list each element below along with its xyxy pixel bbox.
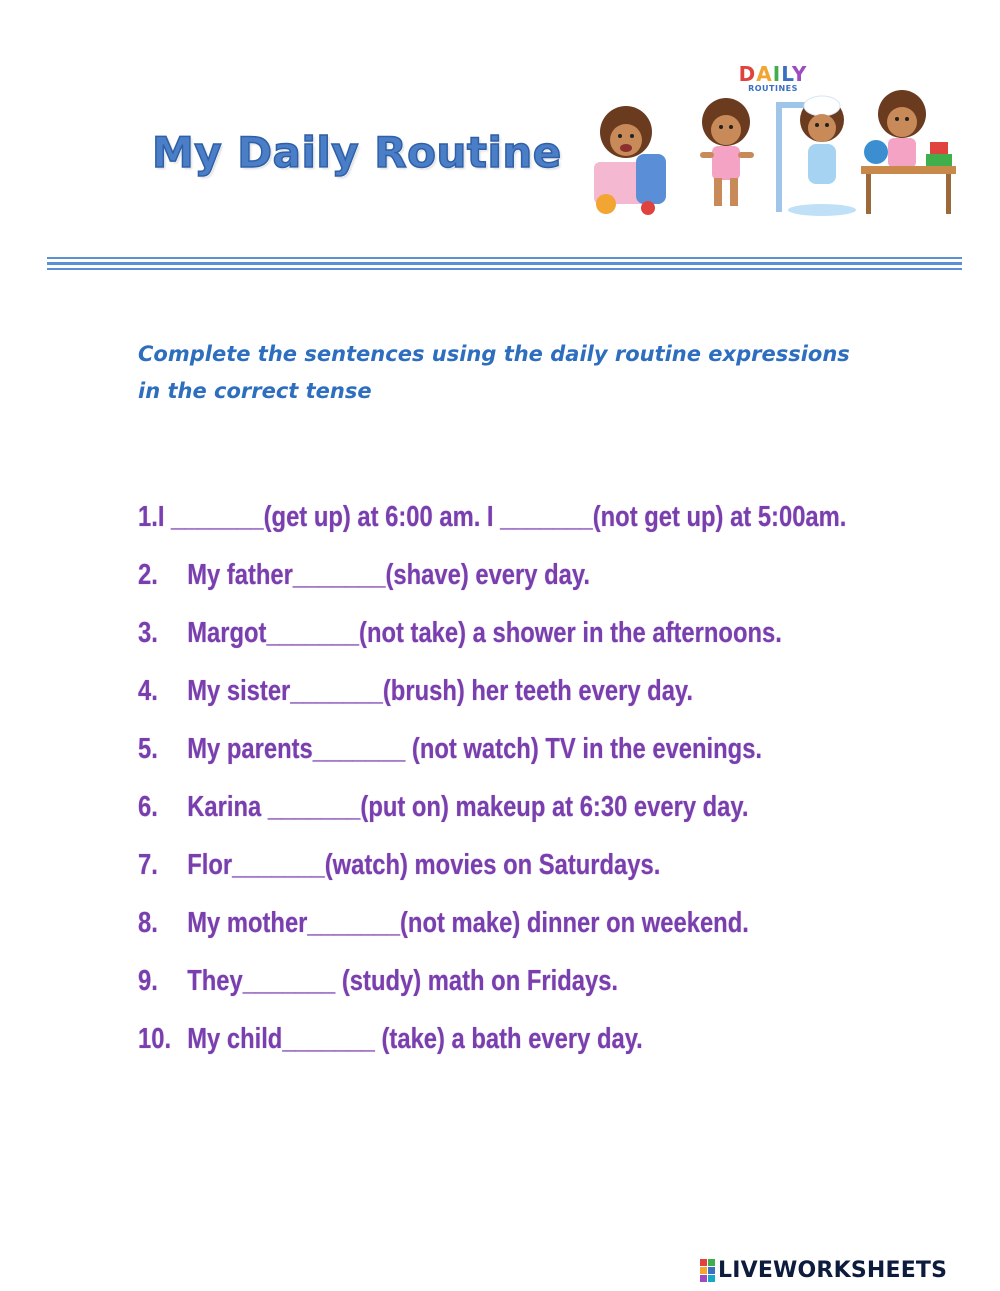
kids-routine-illustration [586,62,961,222]
item-number: 2. [138,558,158,591]
instructions-line-1: Complete the sentences using the daily routine expressions [138,342,850,366]
item-text: Margot_______(not take) a shower in the afternoons. [187,616,782,649]
item-number: 8. [138,906,158,939]
brand-block [708,1259,715,1266]
item-text: I _______(get up) at 6:00 am. I _______(not get up) at 5:00am. [157,500,847,533]
item-text: My father_______(shave) every day. [187,558,590,591]
page-title: My Daily Routine [152,128,562,177]
brand-block [708,1275,715,1282]
item-number: 1. [138,500,158,533]
item-number: 4. [138,674,158,707]
instructions-line-2: in the correct tense [138,379,372,403]
item-text: My sister_______(brush) her teeth every day. [187,674,693,707]
exercise-item [138,604,794,662]
kid-waking-up-icon [594,106,666,215]
brand-block [708,1267,715,1274]
kid-studying-icon [861,90,956,214]
item-number: 5. [138,732,158,765]
exercise-item [138,488,847,546]
item-text: My mother_______(not make) dinner on weekend. [187,906,749,939]
item-text: They_______ (study) math on Fridays. [187,964,619,997]
item-number: 6. [138,790,158,823]
item-number: 7. [138,848,158,881]
brand-blocks-icon [700,1259,715,1282]
exercise-item [138,894,794,952]
item-number: 9. [138,964,158,997]
exercise-item [138,662,794,720]
item-number: 3. [138,616,158,649]
exercise-item [138,546,794,604]
brand-block [700,1275,707,1282]
exercise-item [138,952,794,1010]
item-text: My parents_______ (not watch) TV in the evenings. [187,732,763,765]
item-text: My child_______ (take) a bath every day. [187,1022,643,1055]
logo-letter: I [772,62,782,86]
item-text: Flor_______(watch) movies on Saturdays. [187,848,661,881]
logo-letter: D [738,62,757,86]
exercise-item [138,720,794,778]
logo-letter: A [756,62,773,86]
instructions [138,336,898,410]
item-text: Karina _______(put on) makeup at 6:30 every day. [187,790,749,823]
logo-letter: Y [791,62,808,86]
kid-getting-dressed-icon [700,98,754,206]
liveworksheets-brand[interactable] [700,1258,947,1282]
logo-subtitle: ROUTINES [748,84,798,93]
header-divider [47,257,962,271]
logo-letter: L [781,62,792,86]
exercise-item [138,836,794,894]
brand-text: LIVEWORKSHEETS [718,1257,948,1283]
brand-block [700,1267,707,1274]
exercise-item [138,778,794,836]
exercise-item [138,1010,794,1068]
item-number: 10. [138,1022,172,1055]
brand-block [700,1259,707,1266]
exercise-list [138,488,847,1068]
kid-showering-icon [776,96,856,216]
